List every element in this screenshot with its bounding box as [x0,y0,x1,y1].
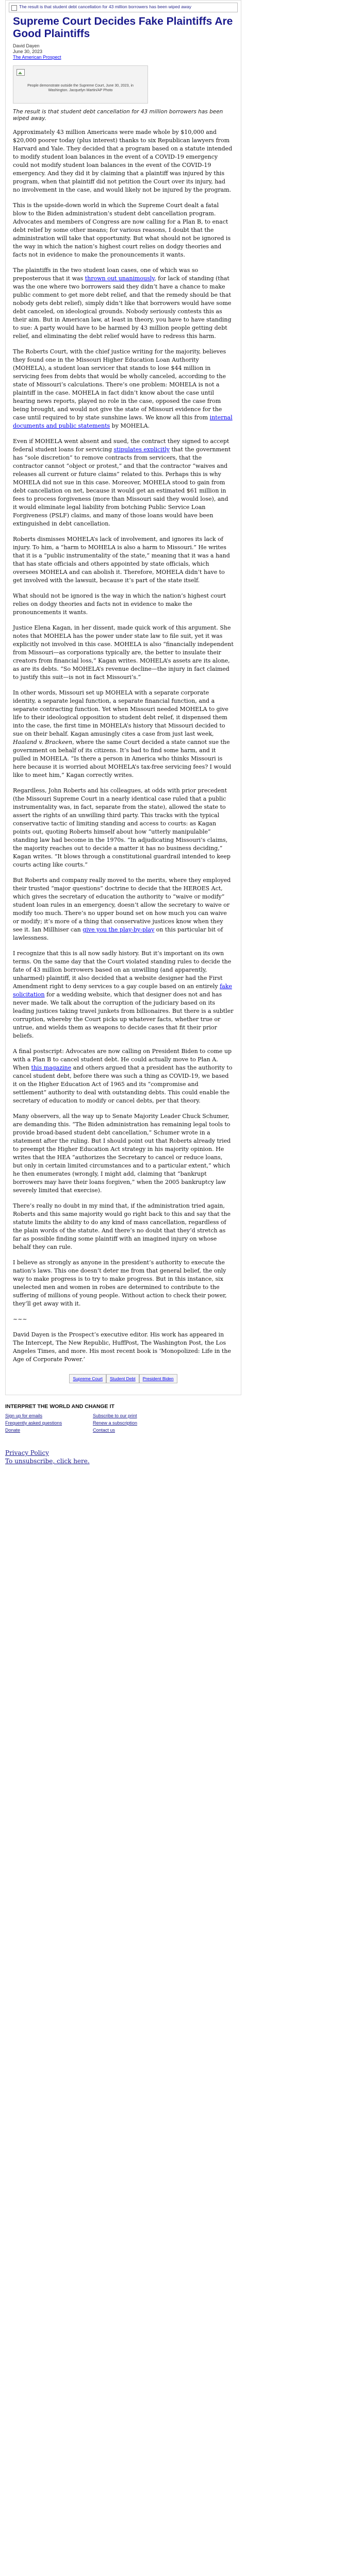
text-run: Even if MOHELA went absent and sued, the contract they signed to accept federal student loans for servicing [13,438,229,453]
text-run: Approximately 43 million Americans were made whole by $10,000 and $20,000 poorer today (plus interest) thanks to six Republican lawyers from Harvard and Yale. They decided that a program based on a statute intended to modify student loan balances in the event of a COVID-19 emergency could not modify student loan balances in the event of the COVID-19 emergency. And they did it by claiming that a plaintiff was injured by this program, when that plaintiff did not petition the Court over its injury, had no involvement in the case, and would likely not be injured by the program. [13,129,233,193]
text-run: by MOHELA. [110,422,150,429]
footer-link[interactable]: Renew a subscription [93,1420,138,1426]
body-paragraph [13,437,234,528]
text-run: ~~~ [13,1316,27,1323]
text-run: Many observers, all the way up to Senate Majority Leader Chuck Schumer, are demanding this. “The Biden administration has remaining legal tools to provide broad-based student debt cancellation,” Schumer wrote in a statement after the ruling. But I should point out that Roberts already tried to preempt the Higher Education Act strategy in his majority opinion. He writes that the HEA “authorizes the Secretary to cancel or reduce loans, but only in certain limited circumstances and to a particular extent,” which he then enumerates (wrongly, I might add, claiming that “bankrupt borrowers may have their loans forgiven,” when the 2005 bankruptcy law severely limited that exercise). [13,1113,231,1194]
image-placeholder-icon [17,69,25,76]
article-card [5,0,241,1395]
inline-link[interactable]: internal documents and public statements [13,414,233,429]
inline-link[interactable]: this magazine [31,1064,72,1071]
privacy-policy-link[interactable]: Privacy Policy [5,1449,49,1456]
tag-list [13,1374,234,1383]
text-run: Justice Elena Kagan, in her dissent, made quick work of this argument. She notes that MOHELA has the power under state law to file suit, yet it was explicitly not involved in this case. MOHELA is also “financially independent from Missouri—as corporations typically are, the better to insulate their creators from financial loss,” Kagan writes. MOHELA’s assets are its alone, as are its debts. “So MOHELA’s revenue decline—the injury in fact claimed to justify this suit—is not in fact Missouri’s.” [13,624,234,681]
author-name: David Dayen [13,43,40,48]
inline-link[interactable]: stipulates explicitly [113,446,170,453]
body-paragraph [13,1259,234,1308]
body-paragraph [13,876,234,942]
text-run: Roberts dismisses MOHELA’s lack of involvement, and ignores its lack of injury. To him, a “harm to MOHELA is also a harm to Missouri.” He writes that it is a “public instrumentality of the state,” meaning that it was a hand that has state officials and others appointed by state officials, which oversees MOHELA and can abolish it. Therefore, MOHELA didn’t have to get involved with the lawsuit, because it’s part of the state itself. [13,536,230,584]
checkbox-icon [11,5,17,11]
footer-link[interactable]: Donate [5,1428,21,1433]
text-run: and others argued that a president has the authority to cancel student debt, before there was such a thing as COVID-19, we based it on the Higher Education Act of 1965 and its “compromise and settlement” authority to deal with outstanding debts. This could enable the secretary of education to modify or cancel debts, per that theory. [13,1064,233,1104]
body-paragraph [13,348,234,430]
text-run: What should not be ignored is the way in which the nation’s highest court relies on dodgy theories and facts not in evidence to make the pronouncements it wants. [13,592,226,616]
text-run: A final postscript: Advocates are now calling on President Biden to come up with a Plan B to cancel student debt. He could actually move to Plan A. When [13,1048,232,1071]
body-paragraph [13,787,234,869]
text-run: on this particular bit of lawlessness. [13,926,223,941]
body-paragraph [13,689,234,779]
text-run: for a wedding website, which that designer does not and has never made. We talk about the corruption of the judiciary based on its leading justices taking travel junkets from billionaires. But there is a subtler corruption, whereby the Court picks up whatever facts, whether true or untrue, and wields them as weapons to decide cases that fit their prior beliefs. [13,991,234,1039]
body-paragraph [13,201,234,259]
image-caption: People demonstrate outside the Supreme Court, June 30, 2023, in Washington. Jacquelyn Martin/AP Photo [27,84,134,92]
inline-link[interactable]: give you the play-by-play [83,926,155,933]
author-bio: David Dayen is the Prospect’s executive editor. His work has appeared in The Intercept, The New Republic, HuffPost, The Washington Post, the Los Angeles Times, and more. His most recent book is ‘Monopolized: Life in the Age of Corporate Power.’ [13,1331,231,1363]
inline-link[interactable]: thrown out unanimously [85,275,155,282]
text-run: This is the upside-down world in which the Supreme Court dealt a fatal blow to the Biden administration’s student debt cancellation program. Advocates and members of Congress are now calling for a Plan B, to enact debt relief by some other means; for various reasons, I doubt that the administration will take that opportunity. But what should not be ignored is the way in which the nation’s highest court relies on dodgy theories and facts not in evidence to make the pronouncements it wants. [13,202,231,258]
body-paragraph [13,592,234,617]
tag-link[interactable]: Student Debt [106,1374,139,1383]
italic-text: Haaland v. Brackeen [13,739,73,745]
body-paragraph [13,1202,234,1251]
body-paragraph [13,535,234,585]
body-paragraph [13,1315,234,1324]
text-run: The plaintiffs in the two student loan cases, one of which was so preposterous that it was [13,267,199,282]
footer-link[interactable]: Frequently asked questions [5,1420,62,1426]
text-run: In other words, Missouri set up MOHELA with a separate corporate identity, a separate legal function, a separate financial function, and a separate contracting function. Yet when Missouri needed MOHELA to give life to their ideological opposition to student debt relief, it dispensed them into the case, the first time in MOHELA’s history that Missouri decided to sue on their behalf. Kagan amusingly cites a case from just last week, [13,689,228,737]
body-paragraph [13,1047,234,1105]
newsletter-footer [5,1403,361,1433]
footer-link[interactable]: Contact us [93,1428,116,1433]
body-paragraph [13,624,234,682]
footer-link[interactable]: Sign up for emails [5,1413,43,1418]
inline-link[interactable]: fake solicitation [13,983,232,998]
text-run: I recognize that this is all now sadly history. But it’s important on its own terms. On the same day that the Court violated standing rules to decide the fate of 43 million borrowers based on an unwilling (and apparently, unharmed) plaintiff, it also decided that a website designer had the First Amendment right to deny services to a gay couple based on an entirely [13,950,232,990]
text-run: There’s really no doubt in my mind that, if the administration tried again, Roberts and this same majority would go right back to this and say that the statute limits the ability to do any kind of mass cancellation, regardless of the plain words of the statute. And there’s no doubt that they’d stretch as far as possible finding some plaintiff with an imagined injury on whose behalf they can rule. [13,1202,231,1250]
text-run: , for lack of standing (that was the one where two borrowers said they didn’t have a chance to make public comment to get more debt relief, and that the remedy should be that nobody gets debt relief), simply didn’t like that borrowers would have some debt canceled, on ideological grounds. Nobody seriously contests this as their aim. But in American law, at least in theory, you have to have standing to sue: A party would have to be harmed by 43 million people getting debt relief, and eliminating the debt relief would have to redress this harm. [13,275,232,340]
body-paragraph [13,266,234,341]
text-run: I believe as strongly as anyone in the president’s authority to execute the nation’s laws. This one doesn’t deter me from that general belief, the only way to make progress is to try to make progress. But in this instance, six unelected men and women in robes are determined to contribute to the suffering of millions of young people. Without action to check their power, they’ll get away with it. [13,1259,227,1307]
body-paragraph [13,1112,234,1195]
publication-link[interactable]: The American Prospect [13,55,61,60]
body-paragraph [13,950,234,1040]
byline [13,43,234,60]
text-run: Regardless, John Roberts and his colleagues, at odds with prior precedent (the Missouri Supreme Court in a nearly identical case ruled that a public instrumentality was, in fact, separate from the state), allowed the state to assert the rights of an unwilling third party. This tracks with the typical conservative tactic of limiting standing and access to courts: as Kagan points out, quoting Roberts himself about how “utterly manipulable” standing law had become in the 1970s. “In adjudicating Missouri’s claims, the majority reaches out to decide a matter it has no business deciding,” Kagan writes. “It blows through a constitutional guardrail intended to keep courts acting like courts.” [13,787,231,868]
unsubscribe-link[interactable]: To unsubscribe, click here. [5,1458,90,1465]
text-run: But Roberts and company really moved to the merits, where they employed their trusted “major questions” doctrine to decide that the HEROES Act, which gives the secretary of education the authority to “waive or modify” student loan rules in an emergency, doesn’t allow the secretary to waive or modify too much. There’s no upper bound set on how much you can waive or modify; it’s more of a thing that conservative justices know when they see it. Ian Millhiser can [13,877,231,933]
article-body [13,128,234,1324]
preheader-text: The result is that student debt cancellation for 43 million borrowers has been wiped away [19,4,192,9]
tag-link[interactable]: President Biden [139,1374,177,1383]
tag-link[interactable]: Supreme Court [69,1374,106,1383]
bottom-links [5,1449,361,1465]
footer-link[interactable]: Subscribe to our print [93,1413,137,1418]
preheader-box [9,3,238,12]
publish-date: June 30, 2023 [13,49,43,54]
article-headline: Supreme Court Decides Fake Plaintiffs Are Good Plaintiffs [13,15,233,40]
footer-links [5,1413,361,1433]
article-image [13,65,148,104]
body-paragraph [13,128,234,194]
footer-title: INTERPRET THE WORLD AND CHANGE IT [5,1403,114,1410]
text-run: The Roberts Court, with the chief justice writing for the majority, believes they found one in the Missouri Higher Education Loan Authority (MOHELA), a student loan servicer that stands to lose $44 million in servicing fees from debts that would be wholly canceled, according to the state of Missouri’s calculations. There’s one problem: MOHELA is not a plaintiff in the case. MOHELA in fact didn’t know about the case until hearing news reports, played no role in the case, opposed the case from being brought, and would not give the state of Missouri evidence for the case until required to by state sunshine laws. We know all this from [13,348,226,421]
text-run: , where the same Court decided a state cannot sue the government on behalf of its citizens. It’s bad to find some harm, and it pulled in MOHELA. “Is there a person in America who thinks Missouri is here because it is worried about MOHELA’s tax-free servicing fees? I would like to meet him,” Kagan correctly writes. [13,739,232,778]
article-standfirst: The result is that student debt cancellation for 43 million borrowers has been wiped away. [13,109,223,122]
text-run: that the government has “sole discretion” to remove contracts from servicers, that the contractor cannot “object or protest,” and that the contractor “waives and releases all current or future claims” related to this. Perhaps this is why MOHELA did not sue in this case. Moreover, MOHELA stood to gain from debt cancellation on net, because it would get an estimated $61 million in fees to process forgiveness (more than Missouri said they would lose), and it would eliminate legal liability from botching Public Service Loan Forgiveness (PSLF) claims, and many of those loans would have been extinguished in debt cancellation. [13,446,231,527]
